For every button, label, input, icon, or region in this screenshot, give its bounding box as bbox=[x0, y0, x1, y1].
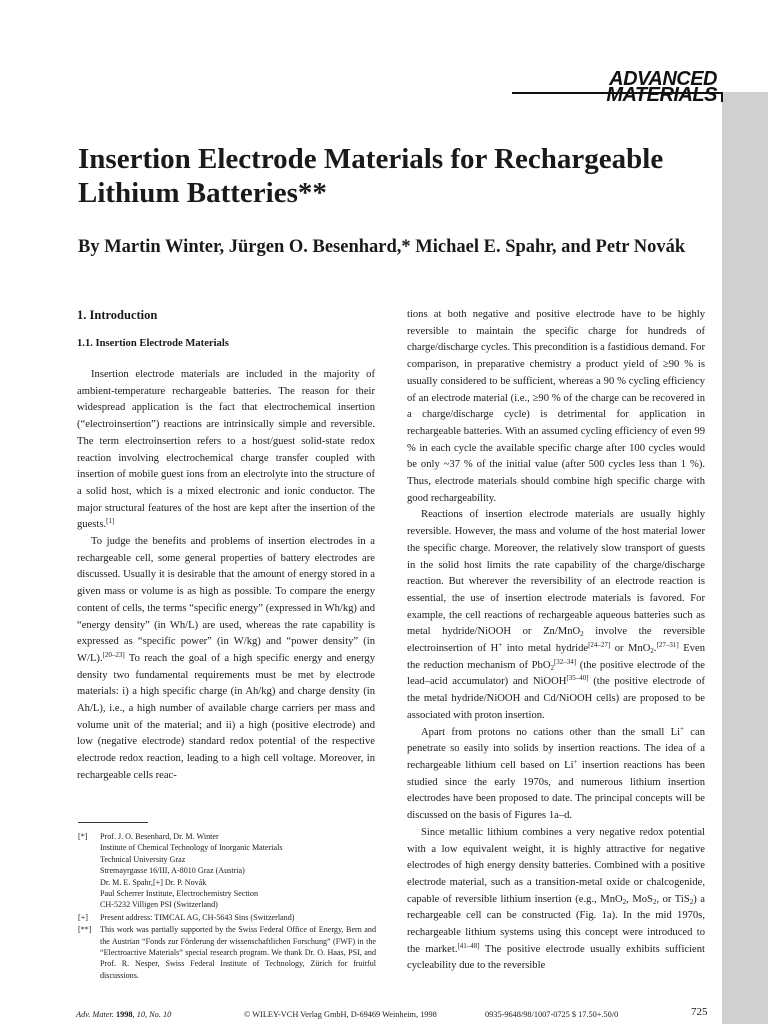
reference-mark: [24–27] bbox=[588, 641, 611, 650]
reference-mark: [35–40] bbox=[566, 674, 589, 683]
footnote bbox=[78, 912, 376, 923]
footnote-mark: [+] bbox=[78, 912, 88, 922]
paragraph: Apart from protons no cations other than the small Li+ can penetrate so easily into solids by insertion reactions. The idea of a rechargeable lithium cell based on Li+ insertion reactions has been studied since the early 1970s, and numerous lithium insertion electrodes have been proposed to date. The principal concepts will be discussed on the basis of Figures 1a–d. bbox=[407, 724, 705, 822]
footnote-line: Present address: TIMCAL AG, CH-5643 Sins (Switzerland) bbox=[100, 912, 295, 922]
section-heading: 1. Introduction bbox=[77, 308, 158, 322]
margin-shade-bar bbox=[722, 92, 768, 1024]
footnote-line: Dr. M. E. Spahr,[+] Dr. P. Novák bbox=[100, 877, 207, 887]
journal-logo bbox=[517, 68, 717, 106]
paragraph: Insertion electrode materials are included in the majority of ambient-temperature rechargeable batteries. The reason for their widespread application is the fact that electrochemical insertion (“electroinsertion”) reactions are intrinsically simple and reversible. The term electroinsertion refers to a host/guest solid-state redox reaction involving electrochemical charge transfer coupled with insertion of mobile guest ions from an electrolyte into the structure of a solid host, which is a mixed electronic and ionic conductor. The major structural features of the host are kept after the insertion of the guests.[1] bbox=[77, 369, 375, 531]
subsection-heading: 1.1. Insertion Electrode Materials bbox=[77, 338, 229, 349]
reference-mark: [1] bbox=[106, 517, 115, 526]
header-rule-corner bbox=[721, 92, 723, 102]
reference-mark: [20–23] bbox=[102, 650, 125, 659]
right-column bbox=[407, 307, 705, 975]
paragraph: To judge the benefits and problems of insertion electrodes in a rechargeable cell, some general properties of battery electrodes are discussed. Usually it is desirable that the amount of energy stored in a given mass or volume is as high as possible. To compare the energy content of cells, the terms “specific energy” (expressed in Wh/kg) and “energy density” (in Wh/L) are used, whereas the rate capability is expressed as “specific power” (in W/kg) and “power density” (in W/L).[20–23] To reach the goal of a high specific energy and energy density two fundamental requirements must be met by electrode materials: i) a high specific charge (in Ah/kg) and charge density (in Ah/L), i.e., a high number of available charge carriers per mass and volume unit of the material; and ii) a high (positive electrode) and low (negative electrode) standard redox potential of the respective electrode redox reaction, leading to a high cell voltage. Moreover, in rechargeable cells reac- bbox=[77, 536, 375, 781]
citation: Adv. Mater. 1998, 10, No. 10 bbox=[76, 1010, 172, 1019]
header-rule bbox=[512, 92, 722, 94]
footnote-line: Stremayrgasse 16/III, A-8010 Graz (Austria) bbox=[100, 866, 245, 876]
footnote-line: Technical University Graz bbox=[100, 854, 186, 864]
footnote-line: CH-5232 Villigen PSI (Switzerland) bbox=[100, 900, 218, 910]
footnote bbox=[78, 831, 376, 911]
footnote bbox=[78, 924, 376, 981]
footnote-line: Paul Scherrer Institute, Electrochemistry Section bbox=[100, 889, 259, 899]
footnote-mark: [**] bbox=[78, 925, 92, 935]
footnote-line: Institute of Chemical Technology of Inorganic Materials bbox=[100, 843, 283, 853]
copyright: © WILEY-VCH Verlag GmbH, D-69469 Weinheim, 1998 bbox=[244, 1010, 437, 1019]
reference-mark: [32–34] bbox=[553, 657, 577, 666]
issn-price: 0935-9648/98/1007-0725 $ 17.50+.50/0 bbox=[485, 1010, 619, 1019]
journal-logo-line1: ADVANCED bbox=[609, 68, 717, 90]
article-authors: By Martin Winter, Jürgen O. Besenhard,* Michael E. Spahr, and Petr Novák bbox=[78, 237, 686, 257]
reference-mark: [41–48] bbox=[457, 941, 480, 950]
paragraph: tions at both negative and positive electrode have to be highly reversible to maintain the specific charge for hundreds of charge/discharge cycles. This precondition is a fastidious demand. For comparison, in preparative chemistry a product yield of ≥90 % is usually considered to be sufficient, whereas a 90 % cycling efficiency of an electrode material (i.e., ≥90 % of the charge can be recovered in a charge/discharge cycle) is detrimental for application in rechargeable batteries. With an assumed cycling efficiency of even 99 % in each cycle the available specific charge after 100 cycles would be only ~37 % of the initial value (after 500 cycles less than 1 %). Thus, electrode materials should combine high specific charge with good rechargeability. bbox=[407, 309, 705, 504]
footnote-line: This work was partially supported by the Swiss Federal Office of Energy, Bern and the Austrian “Fonds zur Förderung der wissenschaftlichen Forschung” (FWF) in the “Electroactive Materials” special research program. We thank Dr. O. Haas, PSI, and Prof. R. Nesper, Swiss Federal Institute of Technology, Zürich for fruitful discussions. bbox=[100, 925, 376, 980]
footnote-line: Prof. J. O. Besenhard, Dr. M. Winter bbox=[100, 832, 219, 841]
page-number: 725 bbox=[691, 1006, 708, 1018]
paragraph: Reactions of insertion electrode materials are usually highly reversible. However, the mass and volume of the host material lower the specific charge. Moreover, the relatively slow transport of guests in the solid host limits the rate capability of the charge/discharge reaction. But wherever the reversibility of an electrode reaction is essential, the use of insertion electrode materials is favored. For example, the cell reactions of rechargeable aqueous batteries such as metal hydride/NiOOH or Zn/MnO$_2$ involve the reversible electroinsertion of H+ into metal hydride[24–27] or MnO$_2$.[27–31] Even the reduction mechanism of PbO$_2$[32–34] (the positive electrode of the lead–acid accumulator) and NiOOH[35–40] (the positive electrode of the metal hydride/NiOOH and Cd/NiOOH cells) are proposed to be associated with proton insertion. bbox=[407, 509, 705, 721]
left-column bbox=[77, 307, 375, 785]
paragraph: Since metallic lithium combines a very negative redox potential with a low equivalent weight, it is highly attractive for negative electrodes of high energy density batteries. Combined with a positive electrode material, such as a transition-metal oxide or chalcogenide, capable of reversible lithium insertion (e.g., MnO$_2$, MoS$_2$, or TiS$_2$) a rechargeable cell can be constructed (Fig. 1a). In the mid 1970s, rechargeable lithium systems using this concept were introduced to the market.[41–48] The positive electrode usually exhibits sufficient cycleability due to the reversible bbox=[407, 826, 705, 972]
footnote-rule bbox=[78, 822, 148, 823]
article-title: Insertion Electrode Materials for Rechargeable Lithium Batteries** bbox=[78, 143, 664, 209]
reference-mark: [27–31] bbox=[656, 641, 679, 650]
footnotes bbox=[78, 831, 376, 982]
footnote-mark: [*] bbox=[78, 832, 88, 841]
journal-logo-line2: MATERIALS bbox=[606, 84, 717, 106]
